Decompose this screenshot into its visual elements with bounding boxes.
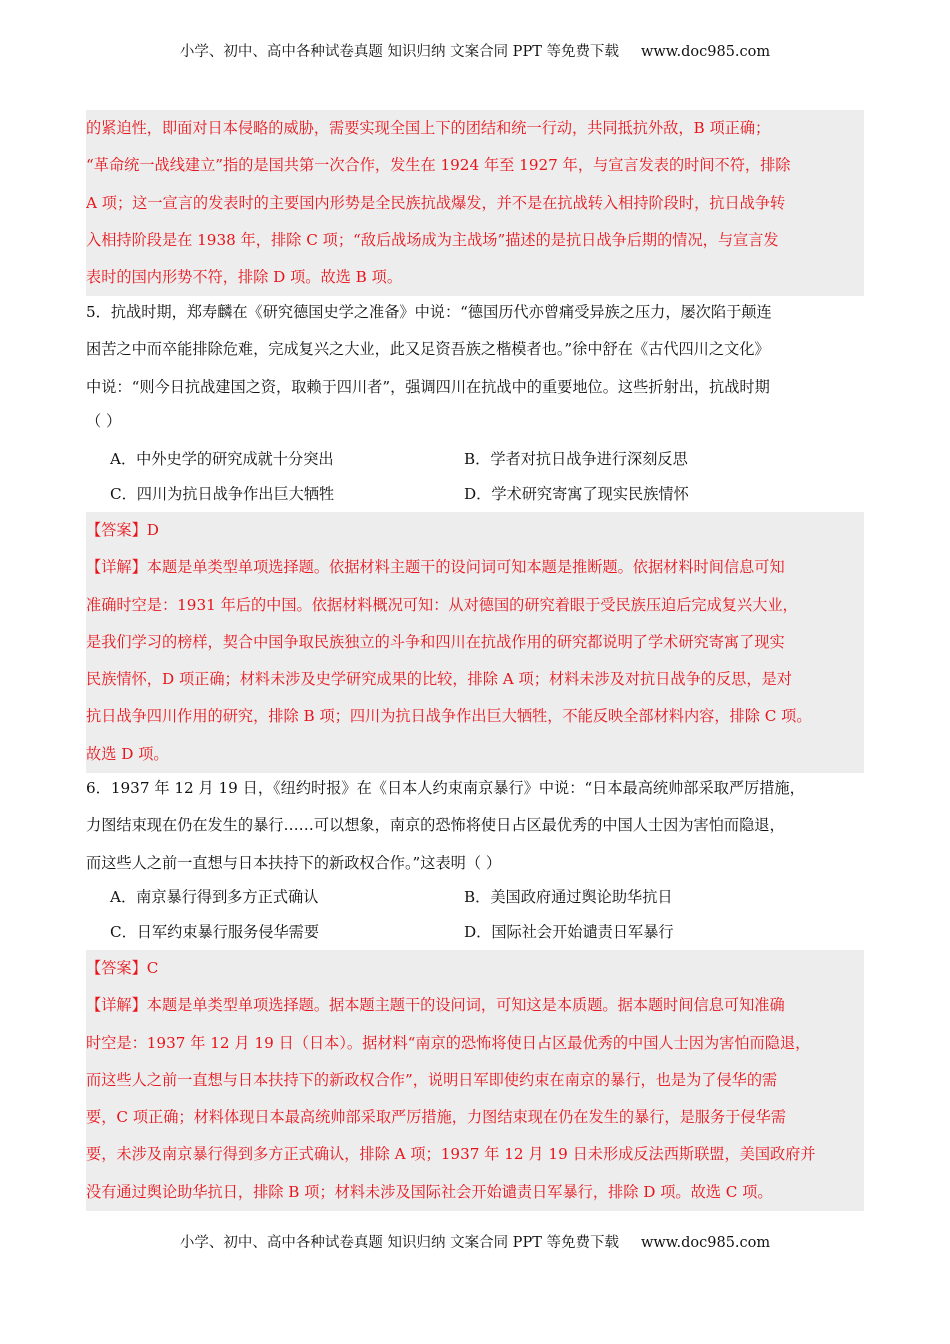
text-line: 要，C 项正确；材料体现日本最高统帅部采取严厉措施，力图结束现在仍在发生的暴行，是服务于侵华需	[86, 1108, 786, 1127]
page-footer	[0, 1231, 950, 1252]
footer-url[interactable]: www.doc985.com	[640, 1235, 771, 1251]
question-6-options	[86, 880, 864, 950]
footer-text: 小学、初中、高中各种试卷真题 知识归纳 文案合同 PPT 等免费下载	[179, 1235, 619, 1251]
option-d[interactable]: D．国际社会开始谴责日军暴行	[464, 923, 674, 941]
text-line: 要，未涉及南京暴行得到多方正式确认，排除 A 项；1937 年 12 月 19 日未形成反法西斯联盟，美国政府并	[86, 1145, 816, 1164]
text-line: 力图结束现在仍在发生的暴行……可以想象，南京的恐怖将使日占区最优秀的中国人士因为害怕而隐退，	[86, 816, 785, 835]
page-header	[0, 40, 950, 61]
question-5-answer-block	[86, 512, 864, 773]
answer-label: 【答案】C	[86, 959, 159, 977]
question-5-stem	[86, 294, 864, 437]
text-line: 而这些人之前一直想与日本扶持下的新政权合作”，说明日军即使约束在南京的暴行，也是为了侵华的需	[86, 1070, 778, 1089]
text-line: 民族情怀，D 项正确；材料未涉及史学研究成果的比较，排除 A 项；材料未涉及对抗日战争的反思，是对	[86, 670, 792, 689]
text-line: “革命统一战线建立”指的是国共第一次合作，发生在 1924 年至 1927 年，与宣言发表的时间不符，排除	[86, 156, 791, 175]
text-line: 故选 D 项。	[86, 744, 169, 763]
option-d[interactable]: D．学术研究寄寓了现实民族情怀	[464, 485, 689, 503]
question-6-stem	[86, 770, 864, 882]
option-c[interactable]: C．日军约束暴行服务侵华需要	[110, 923, 320, 941]
text-line: 中说：“则今日抗战建国之资，取赖于四川者”，强调四川在抗战中的重要地位。这些折射出，抗战时期	[86, 377, 770, 396]
option-c[interactable]: C．四川为抗日战争作出巨大牺牲	[110, 485, 335, 503]
text-line: 而这些人之前一直想与日本扶持下的新政权合作。”这表明（ ）	[86, 853, 502, 872]
text-line: 是我们学习的榜样，契合中国争取民族独立的斗争和四川在抗战作用的研究都说明了学术研究寄寓了现实	[86, 632, 785, 651]
text-line: 表时的国内形势不符，排除 D 项。故选 B 项。	[86, 268, 403, 287]
header-url[interactable]: www.doc985.com	[640, 44, 771, 60]
text-line: 的紧迫性，即面对日本侵略的威胁，需要实现全国上下的团结和统一行动，共同抵抗外敌，B 项正确；	[86, 119, 771, 137]
text-line: 抗日战争四川作用的研究，排除 B 项；四川为抗日战争作出巨大牺牲，不能反映全部材料内容，排除 C 项。	[86, 707, 812, 726]
option-b[interactable]: B．美国政府通过舆论助华抗日	[464, 888, 673, 906]
header-text: 小学、初中、高中各种试卷真题 知识归纳 文案合同 PPT 等免费下载	[179, 44, 619, 60]
answer-label: 【答案】D	[86, 521, 159, 539]
text-line: 时空是：1937 年 12 月 19 日（日本）。据材料“南京的恐怖将使日占区最优秀的中国人士因为害怕而隐退，	[86, 1033, 811, 1052]
text-line: 困苦之中而卒能排除危难，完成复兴之大业，此又足资吾族之楷模者也。”徐中舒在《古代四川之文化》	[86, 340, 770, 359]
option-a[interactable]: A．中外史学的研究成就十分突出	[110, 450, 334, 468]
prev-explanation	[86, 110, 864, 296]
question-6-answer-block	[86, 950, 864, 1211]
text-line: 没有通过舆论助华抗日，排除 B 项；材料未涉及国际社会开始谴责日军暴行，排除 D 项。故选 C 项。	[86, 1182, 773, 1201]
text-line: 5．抗战时期，郑寿麟在《研究德国史学之准备》中说：“德国历代亦曾痛受异族之压力，屡次陷于颠连	[86, 303, 772, 321]
text-line: 6．1937 年 12 月 19 日，《纽约时报》在《日本人约束南京暴行》中说：“日本最高统帅部采取严厉措施，	[86, 779, 805, 797]
text-line: A 项；这一宣言的发表时的主要国内形势是全民族抗战爆发，并不是在抗战转入相持阶段时，抗日战争转	[86, 193, 786, 212]
text-line: 【详解】本题是单类型单项选择题。依据材料主题干的设问词可知本题是推断题。依据材料时间信息可知	[86, 558, 785, 577]
option-b[interactable]: B．学者对抗日战争进行深刻反思	[464, 450, 688, 468]
text-line: 准确时空是：1931 年后的中国。依据材料概况可知：从对德国的研究着眼于受民族压迫后完成复兴大业，	[86, 595, 798, 614]
option-a[interactable]: A．南京暴行得到多方正式确认	[110, 888, 319, 906]
text-line: （ ）	[86, 411, 122, 430]
text-line: 入相持阶段是在 1938 年，排除 C 项；“敌后战场成为主战场”描述的是抗日战争后期的情况，与宣言发	[86, 230, 779, 249]
text-line: 【详解】本题是单类型单项选择题。据本题主题干的设问词，可知这是本质题。据本题时间信息可知准确	[86, 996, 785, 1015]
question-5-options	[86, 442, 864, 512]
